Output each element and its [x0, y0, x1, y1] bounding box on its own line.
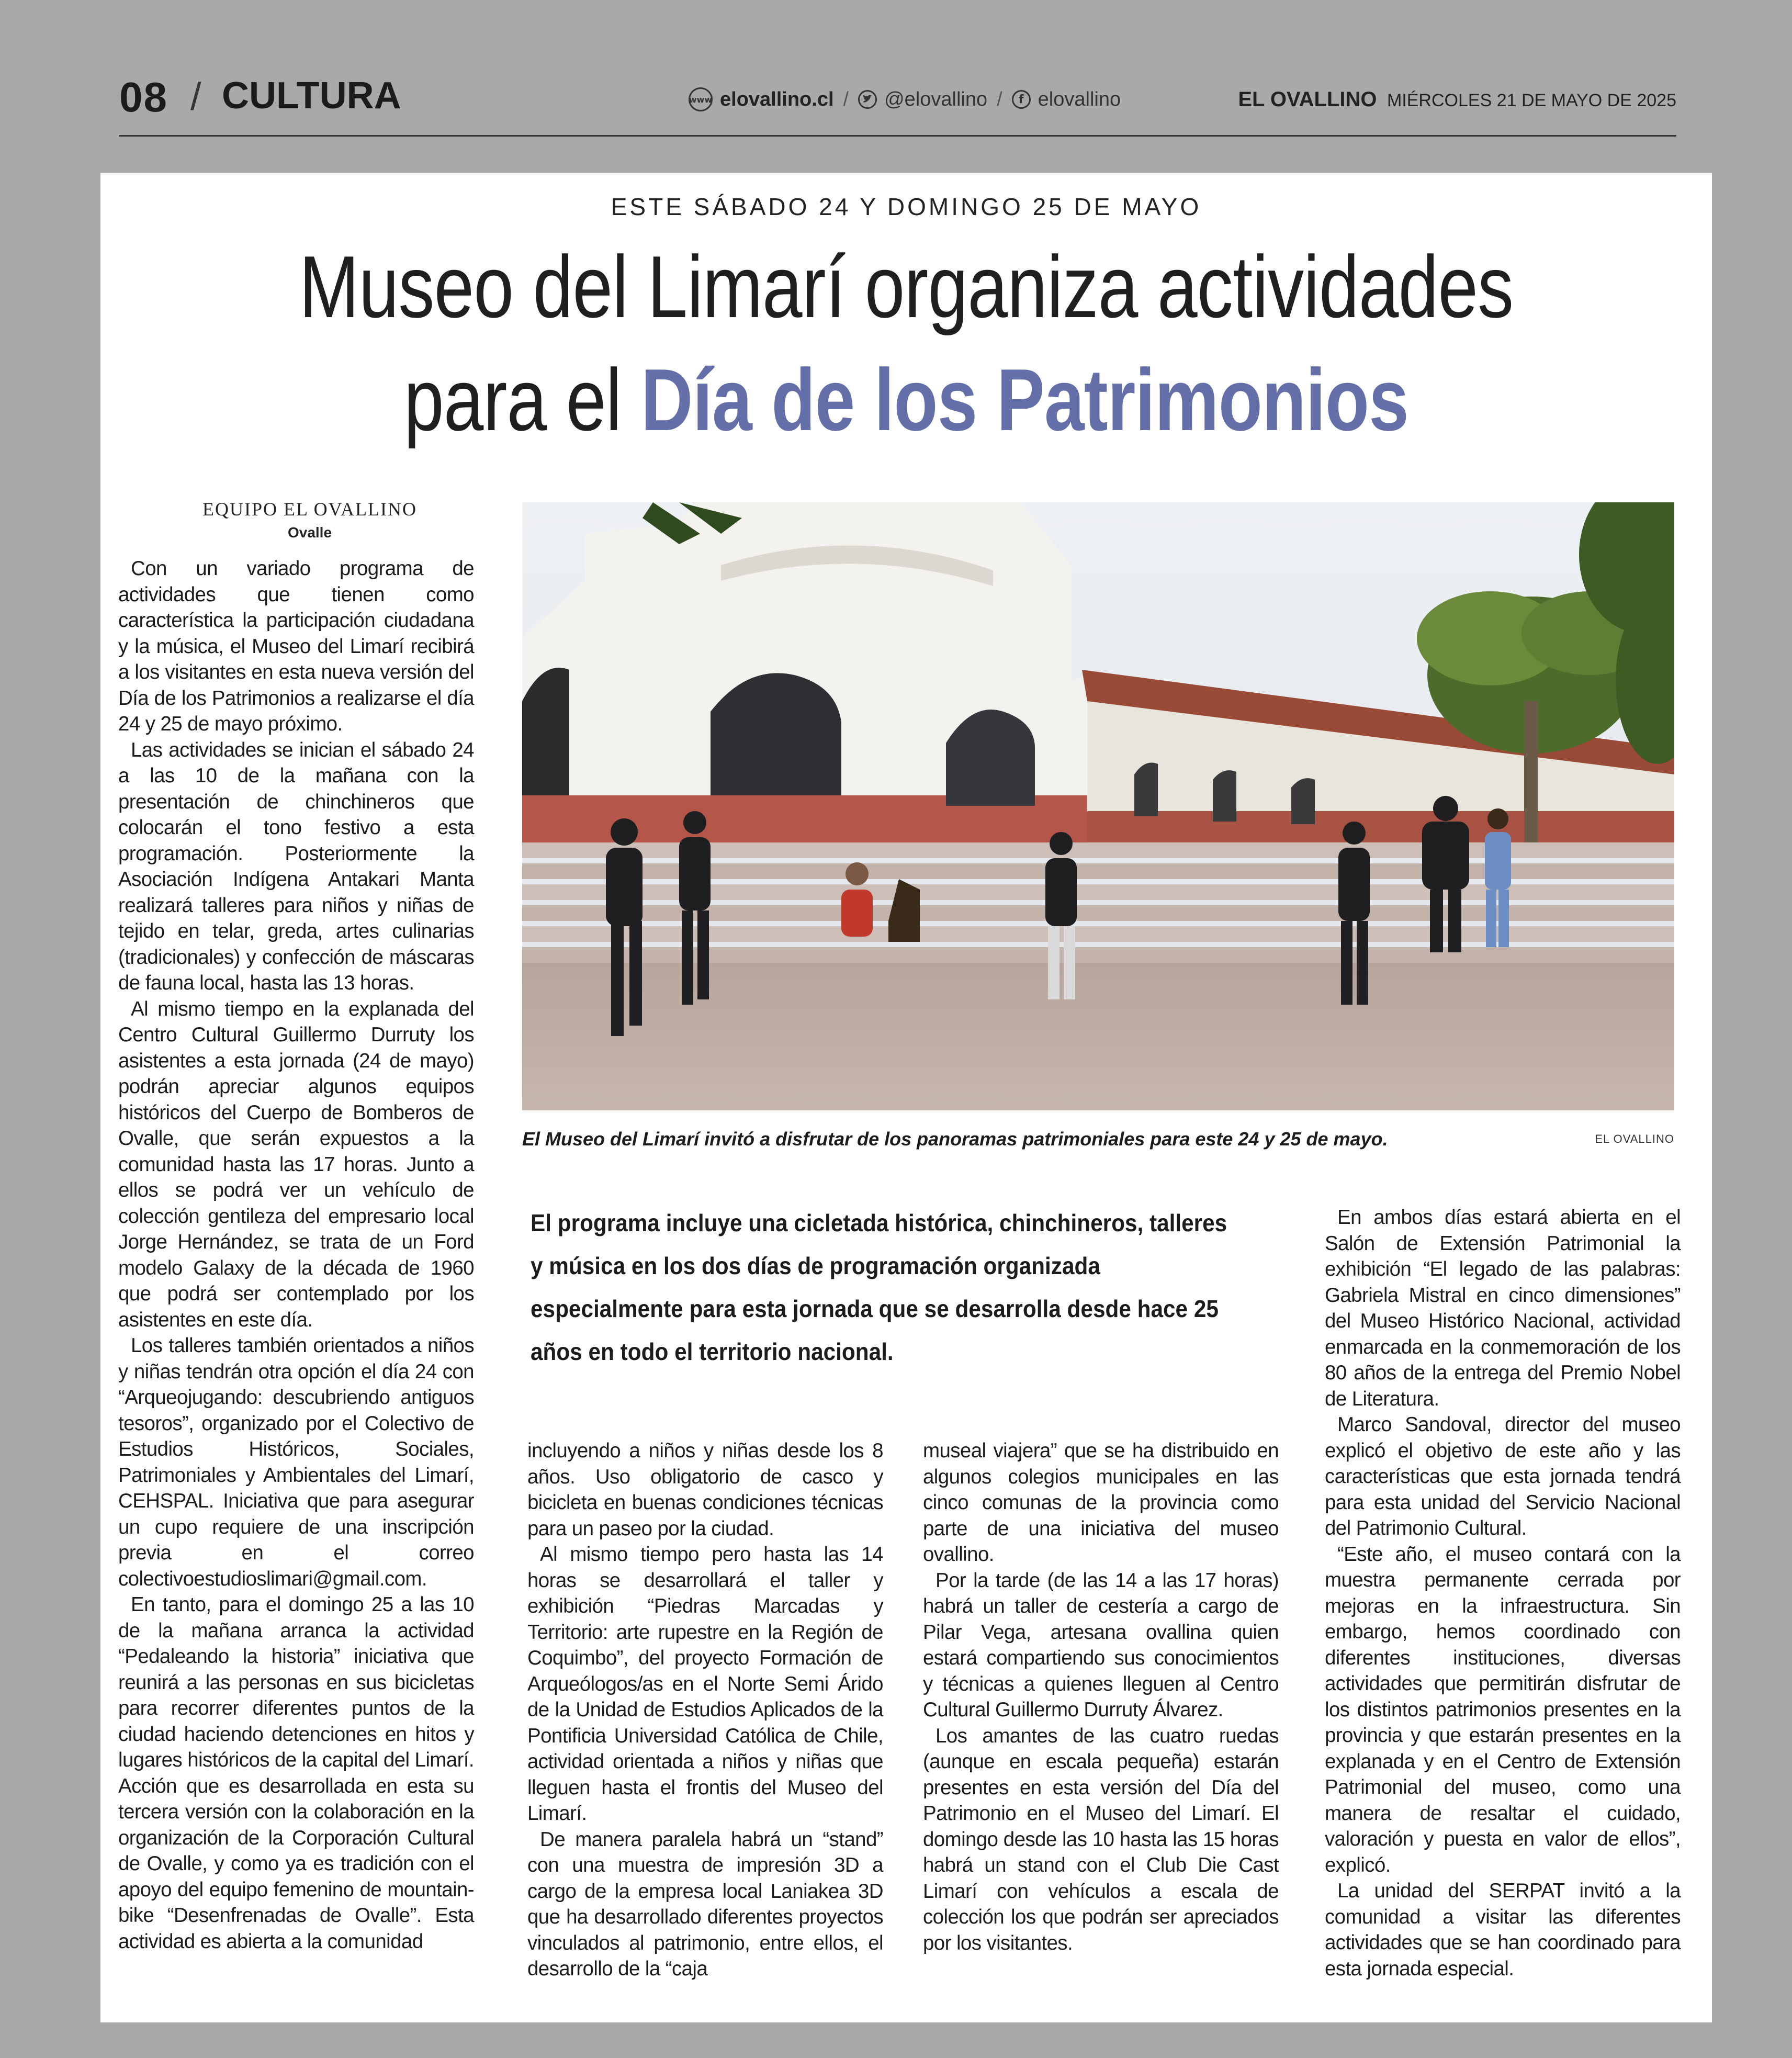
paragraph: En ambos días estará abierta en el Salón de Extensión Patrimonial la exhibición “El legado de las palabras: Gabriela Mistral en cinco dimensiones” del Museo Histórico Nacional, actividad enmarcada en la conmemoración de los 80 años de la entrega del Premio Nobel de Literatura. [1325, 1206, 1681, 1410]
paragraph: De manera paralela habrá un “stand” con una muestra de impresión 3D a cargo de la empresa local Laniakea 3D que ha desarrollado diferentes proyectos vinculados al patrimonio, entre ellos, el desarrollo de la “caja [527, 1828, 883, 1980]
header-divider: / [190, 75, 201, 118]
article-lead: El programa incluye una cicletada histórica, chinchineros, talleres y música en los dos días de programación organizada especialmente para esta jornada que se desarrolla desde hace 25 años en todo el territorio nacional. [531, 1209, 1227, 1365]
dateline-place: Ovalle [287, 524, 332, 541]
paragraph: museal viajera” que se ha distribuido en algunos colegios municipales en las cinco comunas de la provincia como parte de una iniciativa del museo ovallino. [923, 1440, 1279, 1566]
headline-accent: Día de los Patrimonios [640, 351, 1408, 449]
paragraph: En tanto, para el domingo 25 a las 10 de la mañana arranca la actividad “Pedaleando la historia” iniciativa que reunirá a las personas en sus bicicletas para recorrer diferentes puntos de la ciudad haciendo detenciones en hitos y lugares históricos de la capital del Limarí. Acción que es desarrollada en esta su tercera versión con la colaboración en la organización de la Corporación Cultural de Ovalle, y como ya es tradición con el apoyo del equipo femenino de mountain-bike “Desenfrenadas de Ovalle”. Esta actividad es abierta a la comunidad [118, 1593, 474, 1953]
paragraph: Con un variado programa de actividades que tienen como característica la participación ciudadana y la música, el Museo del Limarí recibirá a los visitantes en esta nueva versión del Día de los Patrimonios a realizarse el día 24 y 25 de mayo próximo. [118, 557, 474, 735]
paragraph: Los talleres también orientados a niños y niñas tendrán otra opción el día 24 con “Arqueojugando: descubriendo antiguos tesoros”, organizado por el Colectivo de Estudios Históricos, Sociales, Patrimoniales y Ambientales del Limarí, CEHSPAL. Iniciativa que para asegurar un cupo requiere de una inscripción previa en el correo colectivoestudioslimari@gmail.com. [118, 1334, 474, 1590]
paragraph: Al mismo tiempo en la explanada del Centro Cultural Guillermo Durruty los asistentes a esta jornada (24 de mayo) podrán apreciar algunos equipos históricos del Cuerpo de Bomberos de Ovalle, que serán expuestos a la comunidad hasta las 17 horas. Junto a ellos se podrá ver un vehículo de colección gentileza del empresario local Jorge Hernández, se trata de un Ford modelo Galaxy de la década de 1960 que podrá ser contemplado por los asistentes en este día. [118, 997, 474, 1331]
article-kicker: ESTE SÁBADO 24 Y DOMINGO 25 DE MAYO [611, 193, 1202, 220]
body-column-4 [1325, 1205, 1681, 1982]
newspaper-name: EL OVALLINO [1238, 88, 1377, 111]
headline-line-1: Museo del Limarí organiza actividades [299, 238, 1514, 336]
facebook-icon: f [1012, 90, 1031, 109]
facebook-handle[interactable]: elovallino [1038, 88, 1121, 110]
headline-line-2 [245, 343, 1567, 456]
body-column-3 [923, 1438, 1279, 1956]
paragraph: Los amantes de las cuatro ruedas (aunque en escala pequeña) estarán presentes en esta versión del Día del Patrimonio en el Museo del Limarí. El domingo desde las 10 hasta las 15 horas habrá un stand con el Club Die Cast Limarí con vehículos a escala de colección los que podrán ser apreciados por los visitantes. [923, 1724, 1279, 1954]
paragraph: incluyendo a niños y niñas desde los 8 años. Uso obligatorio de casco y bicicleta en buenas condiciones técnicas para un paseo por la ciudad. [527, 1440, 883, 1540]
author: EQUIPO EL OVALLINO [202, 499, 417, 520]
paragraph: “Este año, el museo contará con la muestra permanente cerrada por mejoras en la infraestructura. Sin embargo, hemos coordinado con diferentes instituciones, diversas actividades que permitirán disfrutar de los distintos patrimonios presentes en la provincia y que estarán presentes en la explanada y en el Centro de Extensión Patrimonial del museo, como una manera de resaltar el cuidado, valoración y puesta en valor de ellos”, explicó. [1325, 1543, 1681, 1876]
paragraph: Al mismo tiempo pero hasta las 14 horas se desarrollará el taller y exhibición “Piedras Marcadas y Territorio: arte rupestre en la Región de Coquimbo”, del proyecto Formación de Arqueólogos/as en el Norte Semi Árido de la Unidad de Estudios Aplicados de la Pontificia Universidad Católica de Chile, actividad orientada a niños y niñas que lleguen hasta el frontis del Museo del Limarí. [527, 1543, 883, 1825]
article-photo [522, 502, 1674, 1110]
paragraph: Las actividades se inician el sábado 24 a las 10 de la mañana con la presentación de chinchineros que colocarán el tono festivo a esta programación. Posteriormente la Asociación Indígena Antakari Manta realizará talleres para niños y niñas de tejido en telar, greda, artes culinarias (tradicionales) y confección de máscaras de fauna local, hasta las 13 horas. [118, 738, 474, 994]
body-column-2 [527, 1438, 883, 1982]
website-link[interactable]: elovallino.cl [720, 88, 834, 110]
social-links [689, 84, 1121, 115]
paragraph: Marco Sandoval, director del museo explicó el objetivo de este año y las características que esta jornada tendrá para esta unidad del Servicio Nacional del Patrimonio Cultural. [1325, 1413, 1681, 1539]
social-divider: / [843, 88, 849, 110]
twitter-handle[interactable]: @elovallino [884, 88, 988, 110]
social-divider: / [997, 88, 1002, 110]
paragraph: Por la tarde (de las 14 a las 17 horas) habrá un taller de cestería a cargo de Pilar Vega, artesana ovallina quien estará compartiendo sus conocimientos y técnicas a quienes lleguen al Centro Cultural Guillermo Durruty Álvarez. [923, 1569, 1279, 1721]
issue-info [1238, 88, 1676, 111]
page-header [119, 63, 1676, 137]
web-icon: www [689, 87, 713, 111]
photo-caption: El Museo del Limarí invitó a disfrutar de los panoramas patrimoniales para este 24 y 25 de mayo. [522, 1128, 1388, 1150]
paragraph: La unidad del SERPAT invitó a la comunidad a visitar las diferentes actividades que se han coordinado para esta jornada especial. [1325, 1880, 1681, 1980]
article-headline [245, 230, 1567, 456]
photo-credit: EL OVALLINO [1595, 1132, 1674, 1145]
twitter-icon [858, 90, 877, 109]
body-column-1 [118, 556, 474, 1954]
section-title: CULTURA [222, 75, 401, 117]
article [100, 173, 1712, 2022]
page-number: 08 [119, 74, 168, 120]
issue-date: MIÉRCOLES 21 DE MAYO DE 2025 [1387, 91, 1676, 110]
headline-plain: para el [403, 351, 641, 449]
byline [100, 498, 519, 541]
